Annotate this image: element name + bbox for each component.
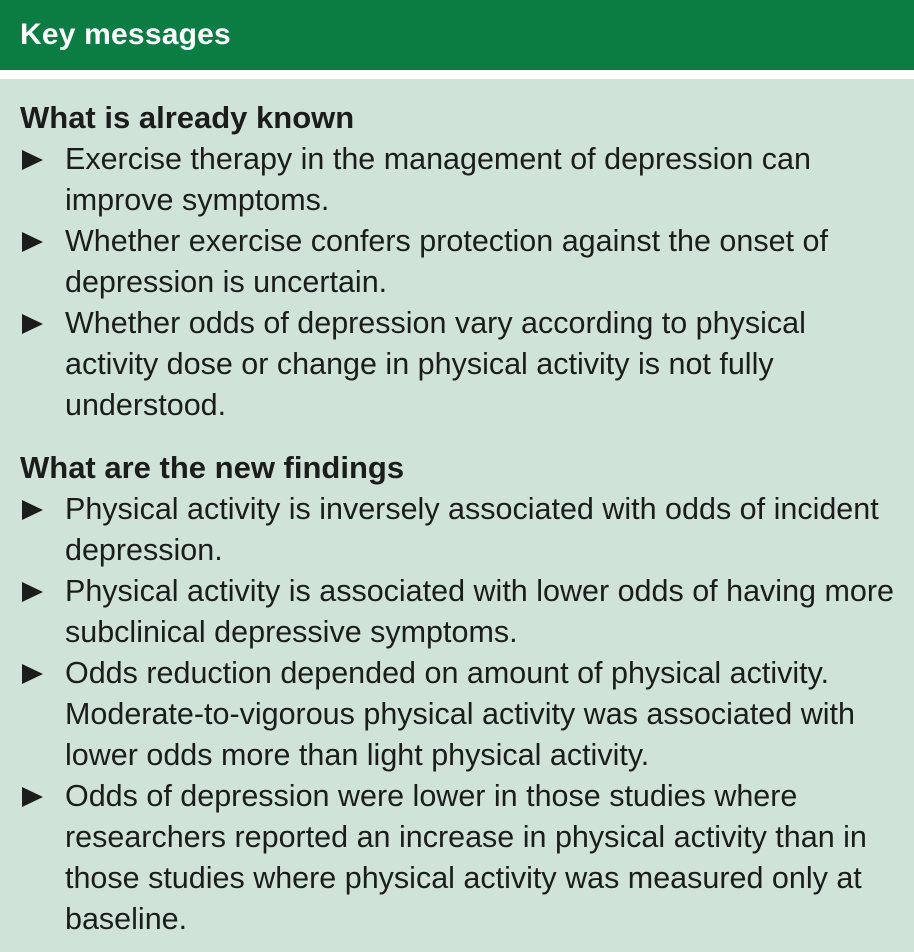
list-item	[20, 776, 894, 940]
list-item	[20, 653, 894, 776]
list-item	[20, 221, 894, 303]
list-item-text: Whether odds of depression vary according to physical activity dose or change in physical activity is not fully understood.	[65, 306, 806, 422]
triangle-bullet-icon	[22, 150, 43, 170]
box-header	[0, 0, 914, 70]
list-item-text: Physical activity is inversely associated with odds of incident depression.	[65, 492, 879, 567]
section-new-findings	[20, 448, 894, 940]
list-item-text: Whether exercise confers protection against the onset of depression is uncertain.	[65, 224, 828, 299]
list-item	[20, 489, 894, 571]
list-item-text: Odds reduction depended on amount of physical activity. Moderate-to-vigorous physical activity was associated with lower odds more than light physical activity.	[65, 656, 855, 772]
section-title: What are the new findings	[20, 450, 405, 485]
section-title: What is already known	[20, 100, 355, 135]
bullet-list	[20, 489, 894, 940]
triangle-bullet-icon	[22, 232, 43, 252]
bullet-list	[20, 139, 894, 426]
list-item-text: Exercise therapy in the management of depression can improve symptoms.	[65, 142, 811, 217]
header-divider	[0, 70, 914, 79]
list-item	[20, 303, 894, 426]
box-content	[0, 79, 914, 940]
triangle-bullet-icon	[22, 500, 43, 520]
list-item	[20, 139, 894, 221]
triangle-bullet-icon	[22, 582, 43, 602]
triangle-bullet-icon	[22, 314, 43, 334]
section-already-known	[20, 98, 894, 426]
triangle-bullet-icon	[22, 787, 43, 807]
box-title: Key messages	[20, 18, 231, 51]
list-item-text: Physical activity is associated with lower odds of having more subclinical depressive symptoms.	[65, 574, 894, 649]
triangle-bullet-icon	[22, 664, 43, 684]
list-item-text: Odds of depression were lower in those studies where researchers reported an increase in physical activity than in those studies where physical activity was measured only at baseline.	[65, 779, 867, 936]
list-item	[20, 571, 894, 653]
